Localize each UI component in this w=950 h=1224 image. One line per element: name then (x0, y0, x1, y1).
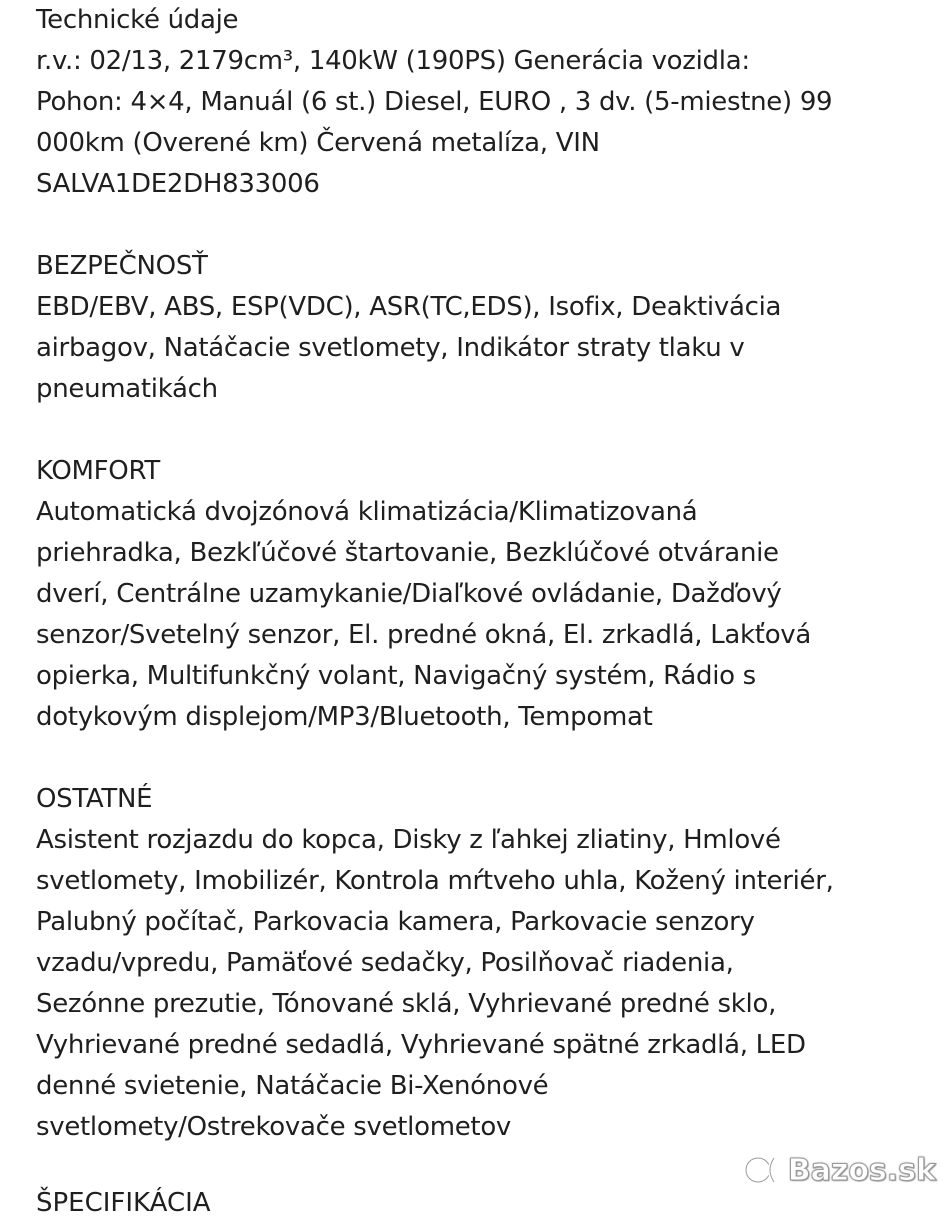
cut-off-heading: ŠPECIFIKÁCIA (36, 1188, 211, 1218)
section-gap (36, 410, 941, 451)
watermark-text: Bazos.sk (787, 1152, 936, 1188)
text-line: airbagov, Natáčacie svetlomety, Indikátor straty tlaku v (36, 333, 745, 363)
text-line: EBD/EBV, ABS, ESP(VDC), ASR(TC,EDS), Isofix, Deaktivácia (36, 292, 782, 322)
text-line: Vyhrievané predné sedadlá, Vyhrievané spätné zrkadlá, LED (36, 1030, 806, 1060)
text-line: svetlomety/Ostrekovače svetlometov (36, 1112, 512, 1142)
section-other (36, 779, 941, 1148)
vin-line: SALVA1DE2DH833006 (36, 169, 320, 199)
text-line: pneumatikách (36, 374, 218, 404)
text-line: opierka, Multifunkčný volant, Navigačný systém, Rádio s (36, 661, 756, 691)
text-line: priehradka, Bezkľúčové štartovanie, Bezklúčové otváranie (36, 538, 779, 568)
text-line: 000km (Overené km) Červená metalíza, VIN (36, 128, 600, 158)
text-line: Asistent rozjazdu do kopca, Disky z ľahkej zliatiny, Hmlové (36, 825, 781, 855)
text-line: denné svietenie, Natáčacie Bi-Xenónové (36, 1071, 549, 1101)
text-line: dotykovým displejom/MP3/Bluetooth, Tempomat (36, 702, 653, 732)
section-comfort (36, 451, 941, 738)
text-line: vzadu/vpredu, Pamäťové sedačky, Posilňovač riadenia, (36, 948, 734, 978)
text-line: senzor/Svetelný senzor, El. predné okná, El. zrkadlá, Lakťová (36, 620, 812, 650)
bazos-logo-icon (742, 1152, 784, 1188)
section-gap (36, 738, 941, 779)
bazos-watermark (742, 1148, 936, 1192)
section-technical (36, 0, 941, 205)
section-heading: KOMFORT (36, 456, 160, 486)
text-line: dverí, Centrálne uzamykanie/Diaľkové ovládanie, Dažďový (36, 579, 782, 609)
text-line: svetlomety, Imobilizér, Kontrola mŕtveho uhla, Kožený interiér, (36, 866, 834, 896)
text-line: Pohon: 4×4, Manuál (6 st.) Diesel, EURO , 3 dv. (5-miestne) 99 (36, 87, 833, 117)
text-line: Automatická dvojzónová klimatizácia/Klimatizovaná (36, 497, 698, 527)
listing-description (36, 0, 941, 1148)
text-line: r.v.: 02/13, 2179cm³, 140kW (190PS) Generácia vozidla: (36, 46, 750, 76)
text-line: Palubný počítač, Parkovacia kamera, Parkovacie senzory (36, 907, 755, 937)
section-heading: BEZPEČNOSŤ (36, 251, 208, 281)
section-heading: Technické údaje (36, 5, 239, 35)
section-gap (36, 205, 941, 246)
section-safety (36, 246, 941, 410)
text-line: Sezónne prezutie, Tónované sklá, Vyhrievané predné sklo, (36, 989, 777, 1019)
section-heading: OSTATNÉ (36, 784, 153, 814)
